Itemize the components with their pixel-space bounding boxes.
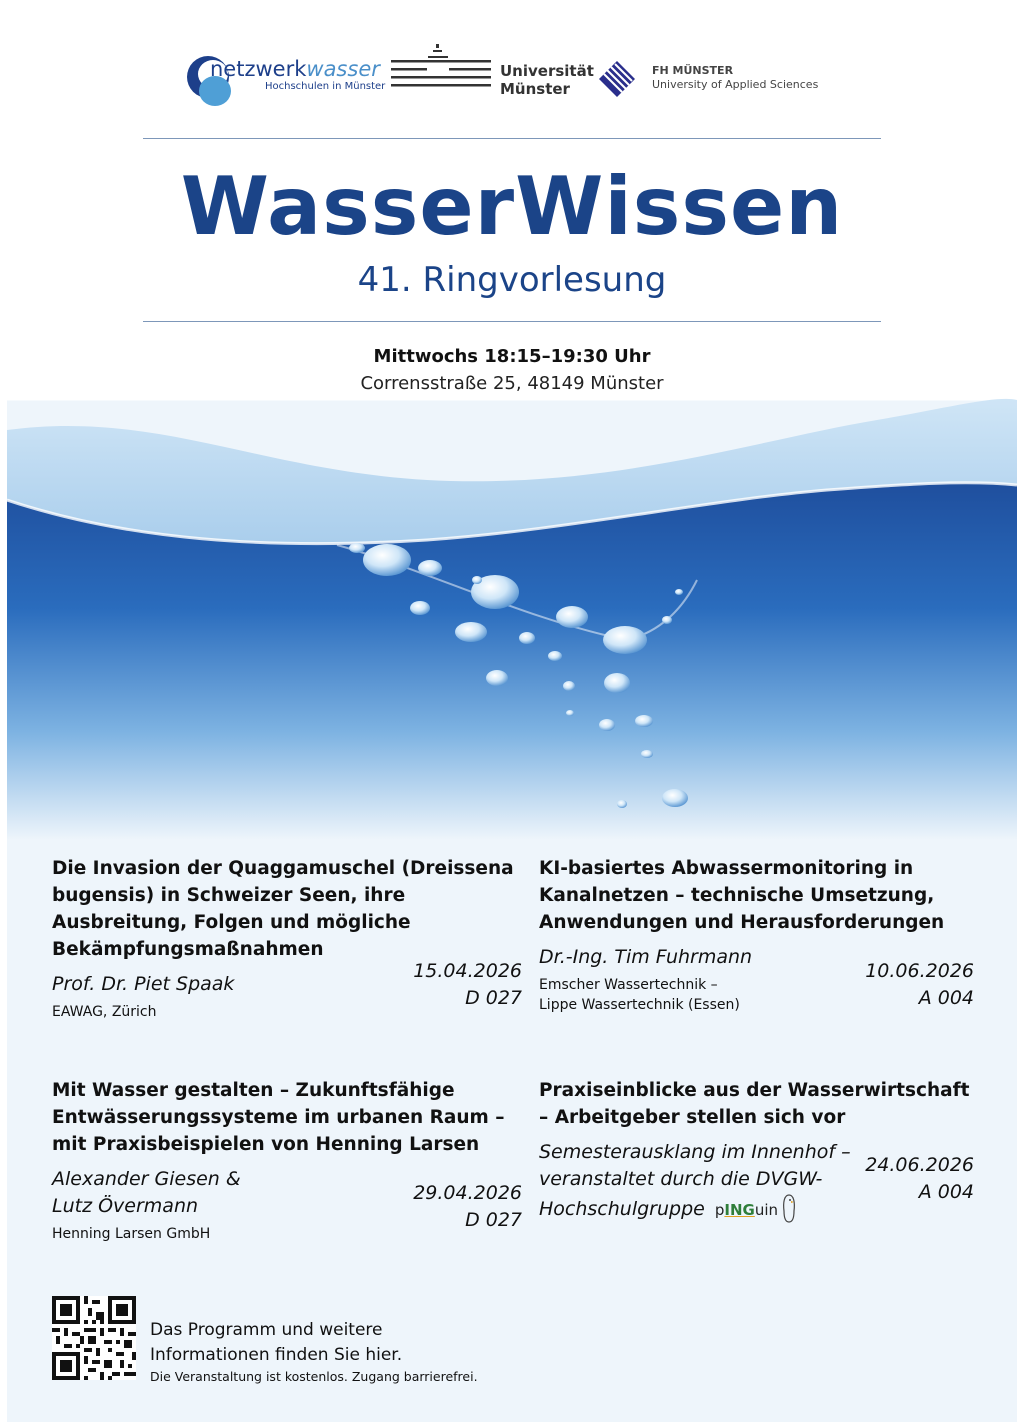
water-wave-illustration [7,380,1017,840]
penguin-icon [715,1193,797,1224]
footer-info [150,1318,478,1386]
talk-2-affiliation-line1: Emscher Wassertechnik – [539,977,718,993]
talk-3-date: 29.04.2026 [413,1182,522,1204]
talk-4-note-text: Semesterausklang im Innenhof – veranstaltet durch die DVGW-Hochschulgruppe [539,1141,851,1220]
netzwerk-text: netzwerk [210,57,307,81]
event-time: Mittwochs 18:15–19:30 Uhr [373,346,651,367]
talk-4-when [865,1152,974,1206]
penguin-p: p [714,1201,725,1219]
penguin-figure [781,1193,797,1223]
page-title: WasserWissen [180,160,844,253]
talk-2-speaker: Dr.-Ing. Tim Fuhrmann [539,946,753,968]
footer-small: Die Veranstaltung ist kostenlos. Zugang barrierefrei. [150,1369,478,1384]
talk-1-date: 15.04.2026 [413,960,522,982]
talk-4-room: A 004 [918,1181,974,1203]
penguin-ing: ING [724,1201,755,1219]
penguin-uin: uin [754,1201,779,1219]
footer-line2: Informationen finden Sie hier. [150,1345,403,1365]
talk-4-title: Praxiseinblicke aus der Wasserwirtschaft – Arbeitgeber stellen sich vor [539,1080,970,1128]
fh-muenster-name [652,64,818,92]
talk-2-date: 10.06.2026 [865,960,974,982]
qr-code-icon[interactable] [52,1296,136,1380]
fh-line1: FH MÜNSTER [652,64,734,77]
talk-3-when [413,1180,522,1234]
talk-2-affiliation-line2: Lippe Wassertechnik (Essen) [539,997,740,1013]
talk-4-note [539,1139,859,1224]
talk-1-room: D 027 [465,987,522,1009]
talk-2-title: KI-basiertes Abwassermonitoring in Kanalnetzen – technische Umsetzung, Anwendungen und Herausforderungen [539,858,945,933]
university-line1: Universität [500,62,594,80]
talk-1-when [413,958,522,1012]
netzwerkwasser-name [210,57,380,81]
talk-1-speaker: Prof. Dr. Piet Spaak [52,973,235,995]
university-line2: Münster [500,80,570,98]
talk-3-affiliation: Henning Larsen GmbH [52,1226,211,1242]
page-subtitle: 41. Ringvorlesung [357,260,667,300]
talk-4-date: 24.06.2026 [865,1154,974,1176]
footer-line1: Das Programm und weitere [150,1320,383,1340]
talk-3-speaker-line1: Alexander Giesen & [52,1168,241,1190]
talk-4 [539,1077,974,1224]
talk-3-speaker-line2: Lutz Övermann [52,1195,199,1217]
talk-1-affiliation: EAWAG, Zürich [52,1004,157,1020]
talk-2 [539,855,974,1015]
talk-1-title: Die Invasion der Quaggamuschel (Dreissena bugensis) in Schweizer Seen, ihre Ausbreitung, Folgen und mögliche Bekämpfungsmaßnahmen [52,858,514,960]
talk-1 [52,855,522,1022]
talk-3-room: D 027 [465,1209,522,1231]
talk-2-room: A 004 [918,987,974,1009]
event-place: Corrensstraße 25, 48149 Münster [360,373,664,394]
fh-line2: University of Applied Sciences [652,78,819,91]
netzwerkwasser-sub: Hochschulen in Münster [265,81,386,92]
bottom-rule [143,321,881,322]
university-logo-icon [391,44,491,96]
wasser-text: wasser [306,57,380,81]
top-rule [143,138,881,139]
talk-3-title: Mit Wasser gestalten – Zukunftsfähige Entwässerungssysteme im urbanen Raum – mit Praxisbeispielen von Henning Larsen [52,1080,505,1155]
talk-3 [52,1077,522,1244]
university-name [500,62,594,98]
poster [7,0,1017,1422]
fh-muenster-logo-icon [598,60,636,98]
talk-2-when [865,958,974,1012]
